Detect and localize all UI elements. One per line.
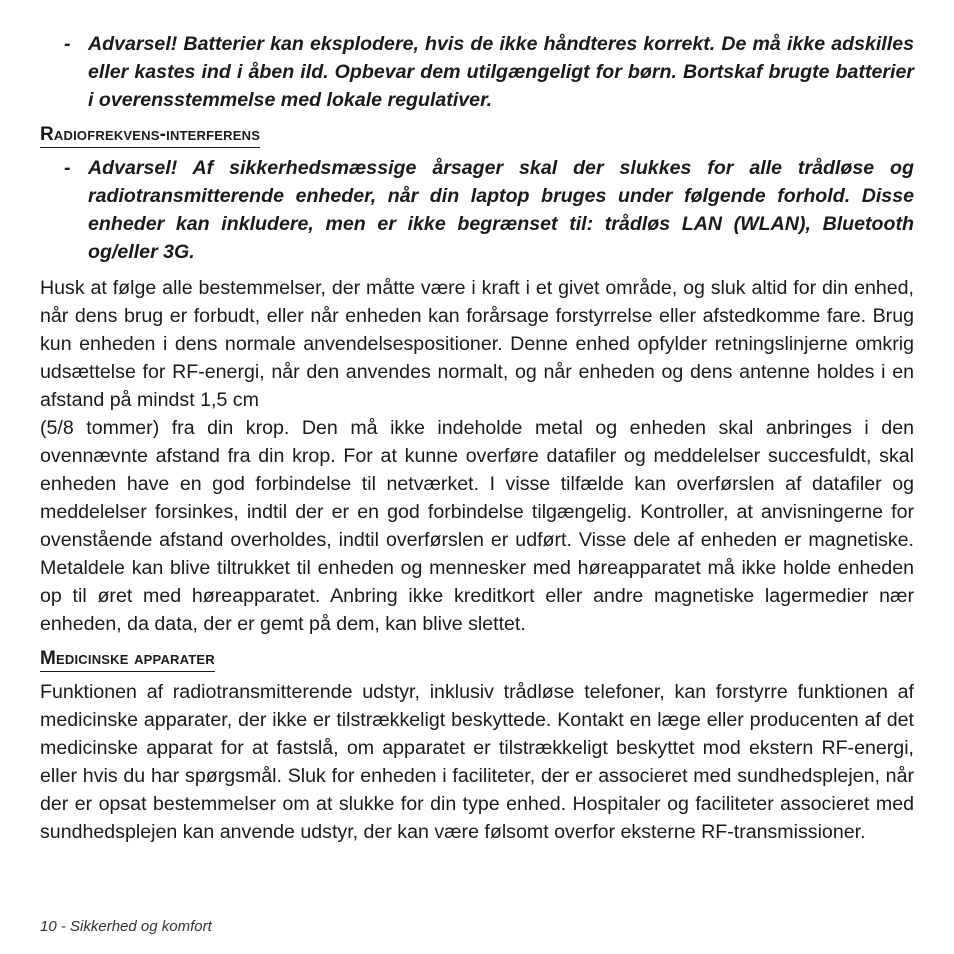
battery-warning bbox=[40, 30, 914, 114]
radio-interference-heading: Radiofrekvens-interferens bbox=[40, 124, 260, 148]
radio-warning bbox=[40, 154, 914, 266]
radio-paragraph-2: (5/8 tommer) fra din krop. Den må ikke indeholde metal og enheden skal anbringes i den ovennævnte afstand fra din krop. For at kunne overføre datafiler og meddelelser succesfuldt, skal enheden have en god forbindelse til netværket. I visse tilfælde kan overførslen af datafiler og meddelelser forsinkes, indtil der er en god forbindelse tilgængelig. Kontroller, at anvisningerne for ovenstående afstand overholdes, indtil overførslen er udført. Visse dele af enheden er magnetiske. Metaldele kan blive tiltrukket til enheden og mennesker med høreapparatet må ikke holde enheden op til øret med høreapparatet. Anbring ikke kreditkort eller andre magnetiske lagermedier nær enheden, da data, der er gemt på dem, kan blive slettet. bbox=[40, 417, 914, 635]
battery-warning-text: Advarsel! Batterier kan eksplodere, hvis de ikke håndteres korrekt. De må ikke adskilles eller kastes ind i åben ild. Opbevar dem utilgængeligt for børn. Bortskaf brugte batterier i overensstemmelse med lokale regulativer. bbox=[88, 33, 914, 111]
radio-warning-text: Advarsel! Af sikkerhedsmæssige årsager skal der slukkes for alle trådløse og radiotransmitterende enheder, når din laptop bruges under følgende forhold. Disse enheder kan inkludere, men er ikke begrænset til: trådløs LAN (WLAN), Bluetooth og/eller 3G. bbox=[88, 157, 914, 263]
bullet-dash: - bbox=[64, 33, 71, 55]
medical-paragraph: Funktionen af radiotransmitterende udstyr, inklusiv trådløse telefoner, kan forstyrre funktionen af medicinske apparater, der ikke er tilstrækkeligt beskyttede. Kontakt en læge eller producenten af det medicinske apparat for at fastslå, om apparatet er tilstrækkeligt beskyttet mod ekstern RF-energi, eller hvis du har spørgsmål. Sluk for enheden i faciliteter, der er associeret med sundhedsplejen, når der er opsat bestemmelser om at slukke for din type enhed. Hospitaler og faciliteter associeret med sundhedsplejen kan anvende udstyr, der kan være følsomt overfor eksterne RF-transmissioner. bbox=[40, 681, 914, 843]
page-footer: 10 - Sikkerhed og komfort bbox=[40, 918, 212, 935]
medical-devices-heading: Medicinske apparater bbox=[40, 648, 215, 672]
document-page bbox=[40, 30, 914, 846]
bullet-dash: - bbox=[64, 157, 71, 179]
radio-paragraph-1: Husk at følge alle bestemmelser, der måtte være i kraft i et givet område, og sluk altid for din enhed, når dens brug er forbudt, eller når enheden kan forårsage forstyrrelse eller afstedkomme fare. Brug kun enheden i dens normale anvendelsespositioner. Denne enhed opfylder retningslinjerne omkrig udsættelse for RF-energi, når den anvendes normalt, og når enheden og dens antenne holdes i en afstand på mindst 1,5 cm bbox=[40, 277, 914, 411]
